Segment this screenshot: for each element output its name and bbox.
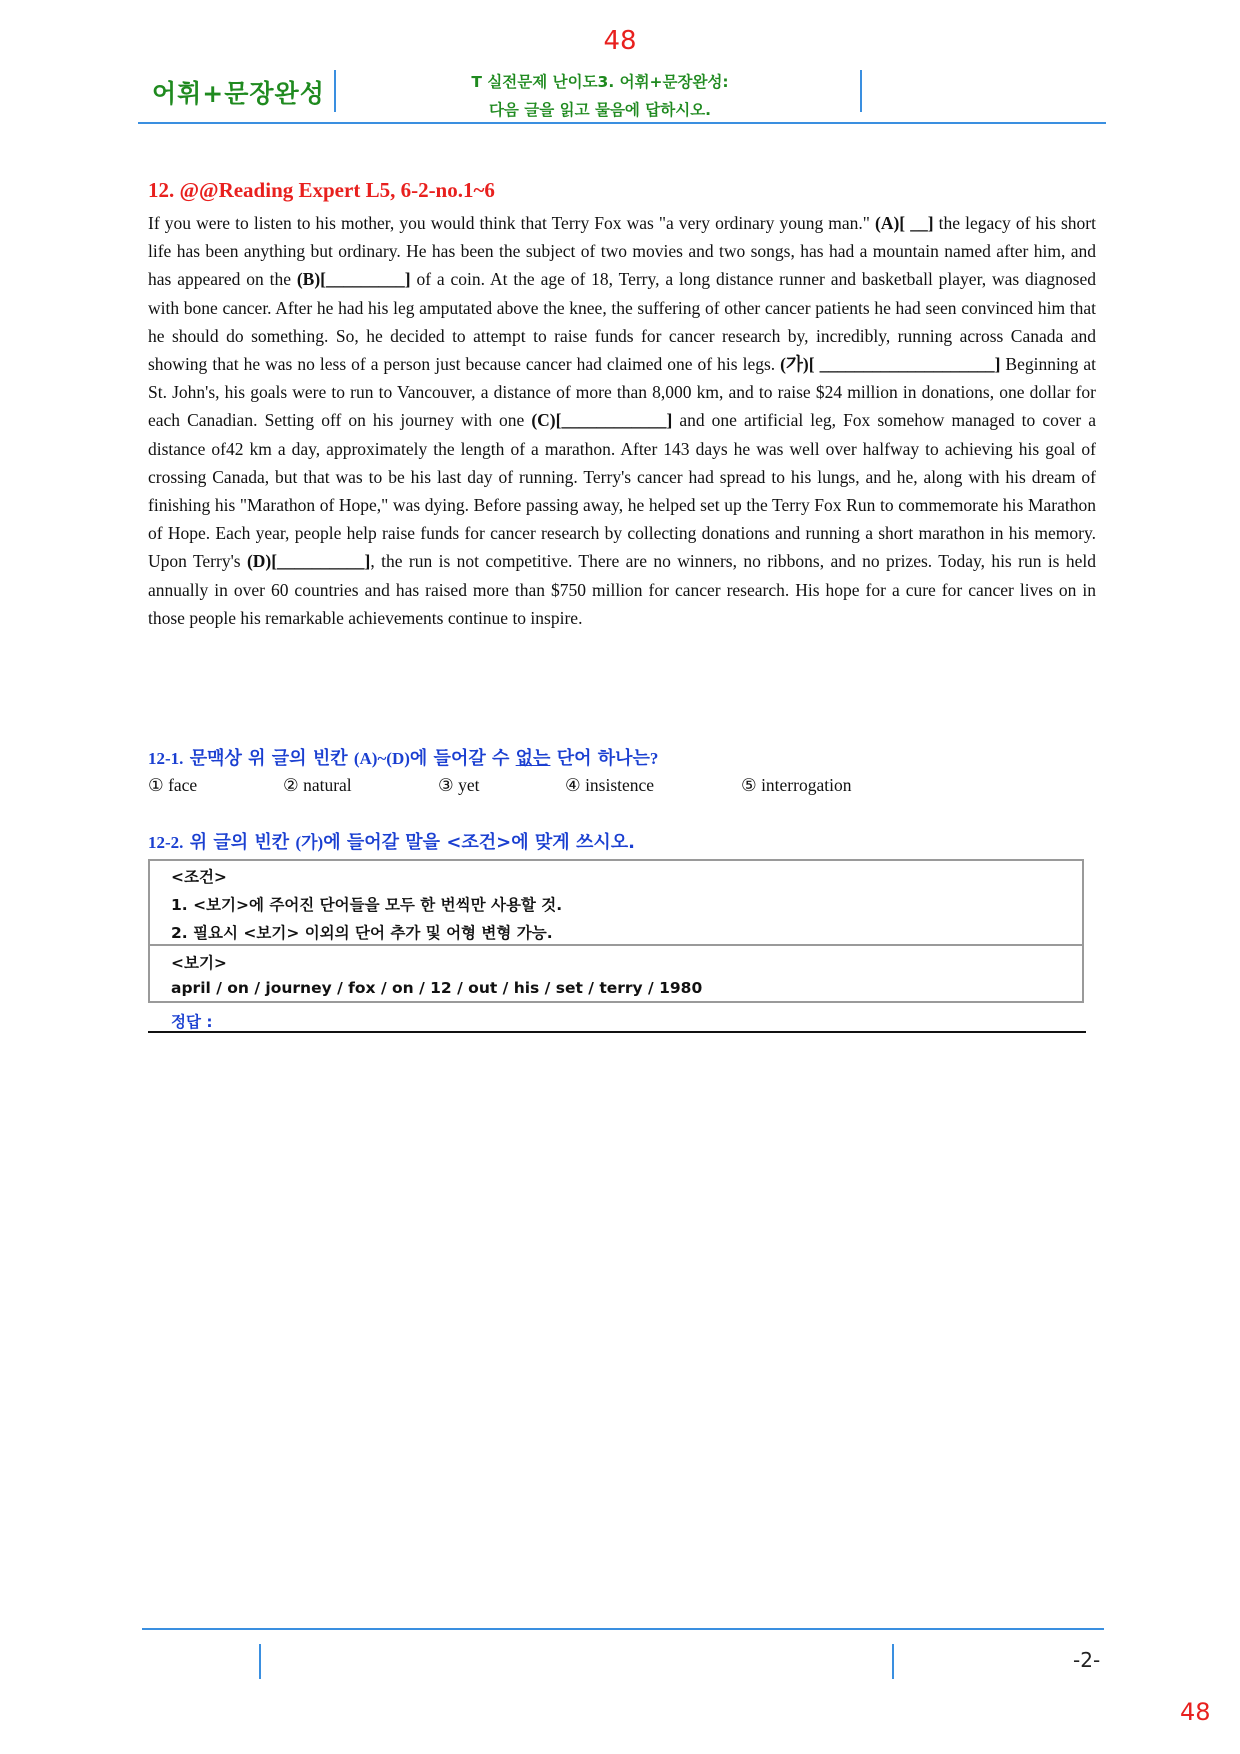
question-title: 12. @@Reading Expert L5, 6-2-no.1~6 — [148, 178, 495, 202]
bogi-words: april / on / journey / fox / on / 12 / out / his / set / terry / 1980 — [171, 979, 703, 997]
condition-box-divider — [150, 944, 1082, 946]
header-desc-line1: T 실전문제 난이도3. 어휘+문장완성: — [471, 73, 729, 91]
blank-b: (B)[_________] — [296, 269, 411, 290]
option-2[interactable]: ② natural — [283, 775, 352, 795]
subquestion-1-title — [148, 744, 658, 770]
footer-divider-left — [259, 1644, 261, 1679]
q1-text-6: ? — [649, 749, 659, 768]
q1-text-1: 문맥상 위 글의 빈칸 — [183, 748, 354, 769]
header-rule — [138, 122, 1106, 124]
q2-text-1: 위 글의 빈칸 — [183, 832, 296, 853]
blank-d: (D)[__________] — [246, 551, 371, 572]
condition-header: <조건> — [171, 868, 227, 886]
page-indicator: -2- — [1073, 1648, 1101, 1672]
passage-text-3: of a coin. At the age of 18, Terry, a long distance runner and basketball player, was diagnosed with bone cancer. After he had his leg amputated above the knee, the suffering of other cancer patients he had seen convinced him that he should do something. So, he decided to attempt to raise funds for cancer research by, incredibly, running across Canada and showing that he was no less of a person just because cancer had claimed one of his legs. — [148, 269, 1096, 375]
page-number-bottom: 48 — [1180, 1698, 1211, 1726]
passage-text-4: Beginning at St. John's, his goals were to run to Vancouver, a distance of more than 8,000 km, and to raise $24 million in donations, one dollar for each Canadian. Setting off on his journey with one — [148, 354, 1096, 431]
q1-text-5: 단어 하나는 — [550, 748, 650, 769]
q1-text-2: (A)~(D) — [353, 749, 410, 768]
q2-number: 12-2. — [148, 833, 184, 852]
bogi-header: <보기> — [171, 954, 227, 972]
option-3[interactable]: ③ yet — [438, 775, 480, 795]
q1-number: 12-1. — [148, 749, 184, 768]
blank-a: (A)[ __] — [875, 213, 934, 233]
option-1[interactable]: ① face — [148, 775, 198, 795]
q2-text-2: (가) — [295, 833, 324, 852]
passage-text-2: the legacy of his short life has been anything but ordinary. He has been the subject of two movies and two songs, has had a mountain named after him, and has appeared on the — [148, 213, 1096, 290]
answer-line[interactable] — [148, 1031, 1086, 1033]
q2-text-3: 에 들어갈 말을 <조건>에 맞게 쓰시오. — [323, 832, 635, 853]
header-description — [340, 68, 860, 124]
header-desc-line2: 다음 글을 읽고 물음에 답하시오. — [488, 101, 712, 119]
option-5[interactable]: ⑤ interrogation — [741, 775, 852, 795]
option-4[interactable]: ④ insistence — [565, 775, 655, 795]
condition-2: 2. 필요시 <보기> 이외의 단어 추가 및 어형 변형 가능. — [171, 924, 553, 942]
header-divider-right — [860, 70, 862, 112]
passage-text-1: If you were to listen to his mother, you would think that Terry Fox was "a very ordinary young man." — [148, 213, 876, 233]
q1-text-3: 에 들어갈 수 — [409, 748, 516, 769]
footer-divider-right — [892, 1644, 894, 1679]
blank-ga: (가)[ ____________________] — [780, 354, 1001, 375]
section-title: 어휘+문장완성 — [152, 79, 325, 108]
answer-label: 정답 : — [171, 1013, 213, 1031]
passage-text-6: , the run is not competitive. There are no winners, no ribbons, and no prizes. Today, his run is held annually in over 60 countries and has raised more than $750 million for cancer research. His hope for a cure for cancer lives on in those people his remarkable achievements continue to inspire. — [148, 551, 1096, 628]
passage-text-5: and one artificial leg, Fox somehow managed to cover a distance of42 km a day, approximately the length of a marathon. After 143 days he was well over halfway to achieving his goal of crossing Canada, but that was to be his last day of running. Terry's cancer had spread to his lungs, and he, along with his dream of finishing his "Marathon of Hope," was dying. Before passing away, he helped set up the Terry Fox Run to commemorate his Marathon of Hope. Each year, people help raise funds for cancer research by collecting donations and running a short marathon in his memory. Upon Terry's — [148, 410, 1096, 572]
blank-c: (C)[____________] — [531, 410, 673, 431]
q1-emphasis: 없는 — [515, 748, 551, 769]
header-divider-left — [334, 70, 336, 112]
condition-1: 1. <보기>에 주어진 단어들을 모두 한 번씩만 사용할 것. — [171, 896, 563, 914]
page-number-top: 48 — [603, 26, 637, 56]
reading-passage — [148, 209, 1096, 632]
footer-rule — [142, 1628, 1104, 1630]
subquestion-2-title — [148, 828, 635, 854]
